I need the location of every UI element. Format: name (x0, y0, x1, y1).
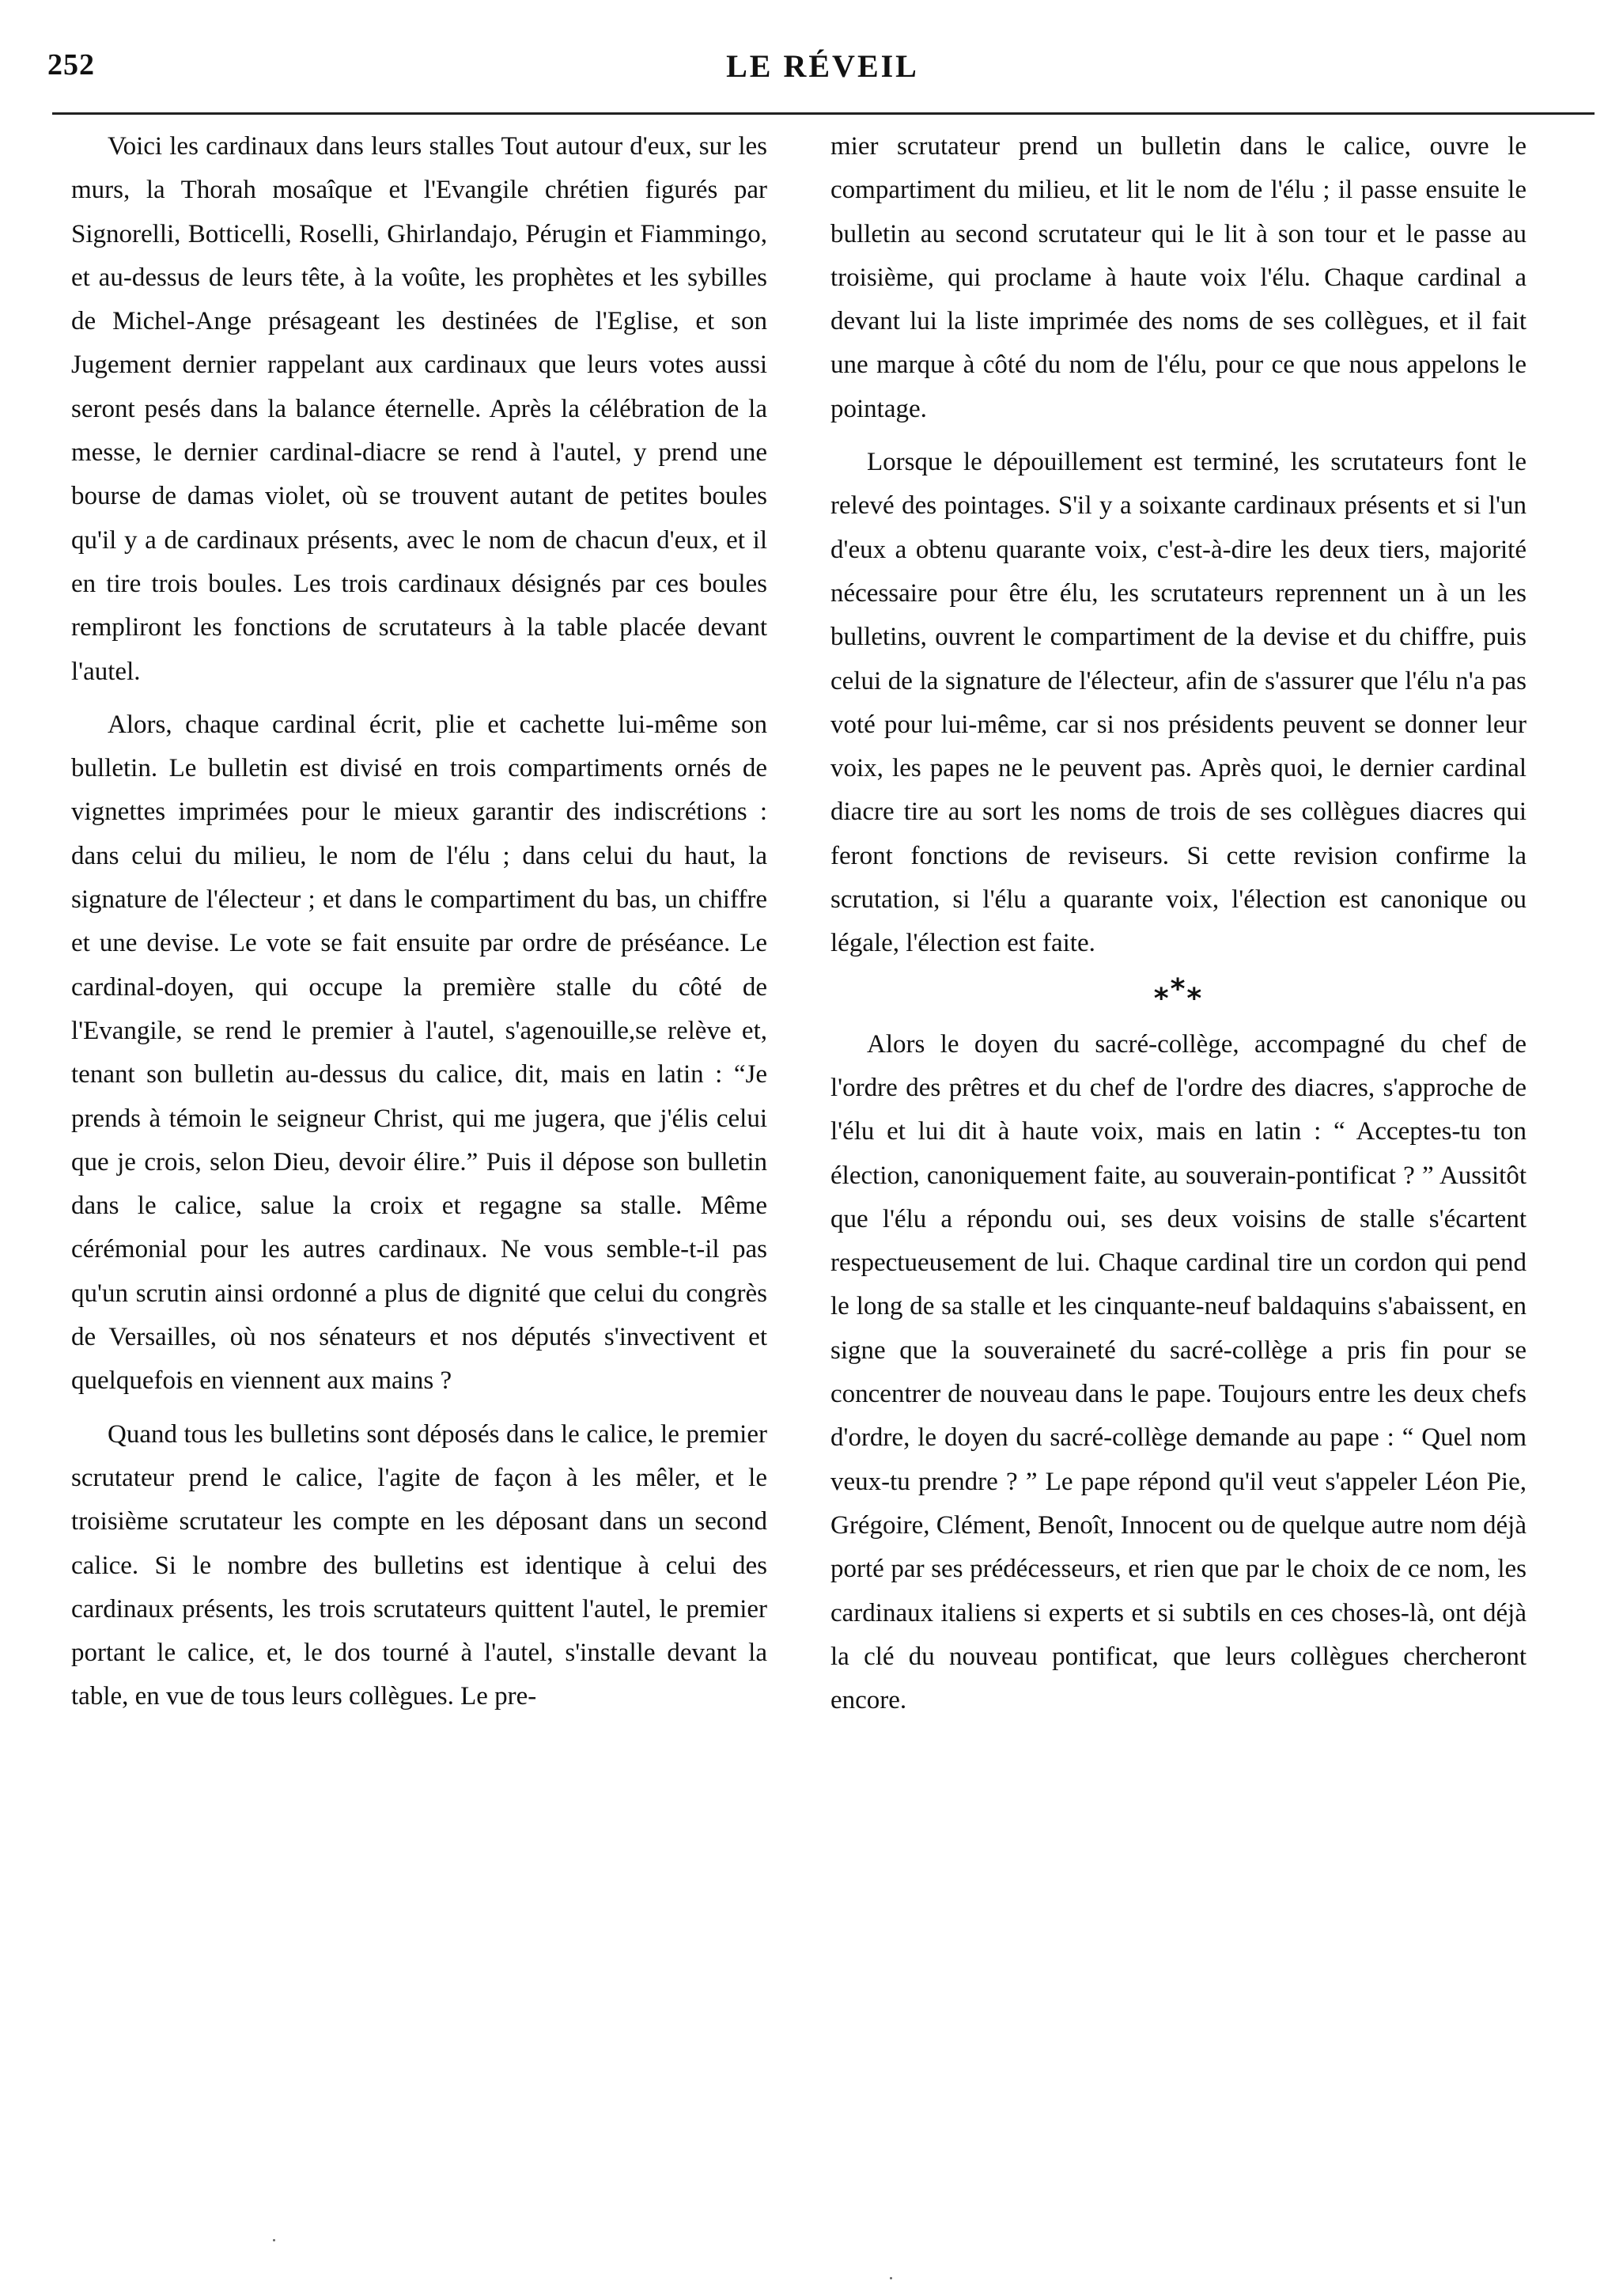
paragraph: Voici les cardinaux dans leurs stalles Tout autour d'eux, sur les murs, la Thorah mosaîque et l'Evangile chrétien figurés par Signorelli, Botticelli, Roselli, Ghirlandajo, Pérugin et Fiammingo, et au-dessus de leurs tête, à la voûte, les prophètes et les sybilles de Michel-Ange présageant les destinées de l'Eglise, et son Jugement dernier rappelant aux cardinaux que leurs votes aussi seront pesés dans la balance éternelle. Après la célébration de la messe, le dernier cardinal-diacre se rend à l'autel, y prend une bourse de damas violet, où se trouvent autant de petites boules qu'il y a de cardinaux présents, avec le nom de chacun d'eux, et il en tire trois boules. Les trois cardinaux désignés par ces boules rempliront les fonctions de scrutateurs à la table placée devant l'autel. (71, 132, 767, 686)
paper-speck (890, 2277, 892, 2279)
page-number: 252 (47, 48, 95, 81)
running-header (47, 47, 1598, 95)
paragraph-continued: mier scrutateur prend un bulletin dans le calice, ouvre le compartiment du milieu, et lit le nom de l'élu ; il passe ensuite le bulletin au second scrutateur qui le lit à son tour et le passe au troisième, qui proclame à haute voix l'élu. Chaque cardinal a devant lui la liste imprimée des noms de ses collègues, et il fait une marque à côté du nom de l'élu, pour ce que nous appelons le pointage. (830, 132, 1527, 423)
asterisk: * (1170, 972, 1187, 1006)
section-separator-asterism (830, 972, 1527, 1018)
paragraph: Alors le doyen du sacré-collège, accompagné du chef de l'ordre des prêtres et du chef de l'ordre des diacres, s'approche de l'élu et lui dit à haute voix, mais en latin : “ Acceptes-tu ton élection, canoniquement faite, au souverain-pontificat ? ” Aussitôt que l'élu a répondu oui, ses deux voisins de stalle s'écartent respectueusement de lui. Chaque cardinal tire un cordon qui pend le long de sa stalle et les cinquante-neuf baldaquins s'abaissent, en signe que la souveraineté du sacré-collège a pris fin pour se concentrer de nouveau dans le pape. Toujours entre les deux chefs d'ordre, le doyen du sacré-collège demande au pape : “ Quel nom veux-tu prendre ? ” Le pape répond qu'il veut s'appeler Léon Pie, Grégoire, Clément, Benoît, Innocent ou de quelque autre nom déjà porté par ses prédécesseurs, et rien que par le choix de ce nom, les cardinaux italiens si experts et si subtils en ces choses-là, ont déjà la clé du nouveau pontificat, que leurs collègues chercheront encore. (830, 1029, 1527, 1715)
right-column (830, 125, 1527, 1722)
header-rule (52, 112, 1595, 115)
paragraph: Alors, chaque cardinal écrit, plie et cachette lui-même son bulletin. Le bulletin est divisé en trois compartiments ornés de vignettes imprimées pour le mieux garantir des indiscrétions : dans celui du milieu, le nom de l'élu ; dans celui du haut, la signature de l'électeur ; et dans le compartiment du bas, un chiffre et une devise. Le vote se fait ensuite par ordre de préséance. Le cardinal-doyen, qui occupe la première stalle du côté de l'Evangile, se rend le premier à l'autel, s'agenouille,se relève et, tenant son bulletin au-dessus du calice, dit, mais en latin : “Je prends à témoin le seigneur Christ, qui me jugera, que j'élis celui que je crois, selon Dieu, devoir élire.” Puis il dépose son bulletin dans le calice, salue la croix et regagne sa stalle. Même cérémonial pour les autres cardinaux. Ne vous semble-t-il pas qu'un scrutin ainsi ordonné a plus de dignité que celui du congrès de Versailles, où nos sénateurs et nos députés s'invectivent et quelquefois en viennent aux mains ? (71, 710, 767, 1396)
paper-speck (273, 2239, 275, 2241)
paragraph: Quand tous les bulletins sont déposés dans le calice, le premier scrutateur prend le calice, l'agite de façon à les mêler, et le troisième scrutateur les compte en les déposant dans un second calice. Si le nombre des bulletins est identique à celui des cardinaux présents, les trois scrutateurs quittent l'autel, le premier portant le calice, et, le dos tourné à l'autel, s'installe devant la table, en vue de tous leurs collègues. Le pre- (71, 1419, 767, 1711)
asterisk: * (1186, 982, 1204, 1015)
left-column (71, 125, 767, 1719)
paragraph: Lorsque le dépouillement est terminé, les scrutateurs font le relevé des pointages. S'il y a soixante cardinaux présents et si l'un d'eux a obtenu quarante voix, c'est-à-dire les deux tiers, majorité nécessaire pour être élu, les scrutateurs reprennent un à un les bulletins, ouvrent le compartiment de la devise et du chiffre, puis celui de la signature de l'électeur, afin de s'assurer que l'élu n'a pas voté pour lui-même, car si nos présidents peuvent se donner leur voix, les papes ne le peuvent pas. Après quoi, le dernier cardinal diacre tire au sort les noms de trois de ses collègues diacres qui feront fonctions de reviseurs. Si cette revision confirme la scrutation, si l'élu a quarante voix, l'élection est canonique ou légale, l'élection est faite. (830, 448, 1527, 958)
journal-title: LE RÉVEIL (726, 48, 919, 84)
asterisk: * (1153, 982, 1171, 1015)
